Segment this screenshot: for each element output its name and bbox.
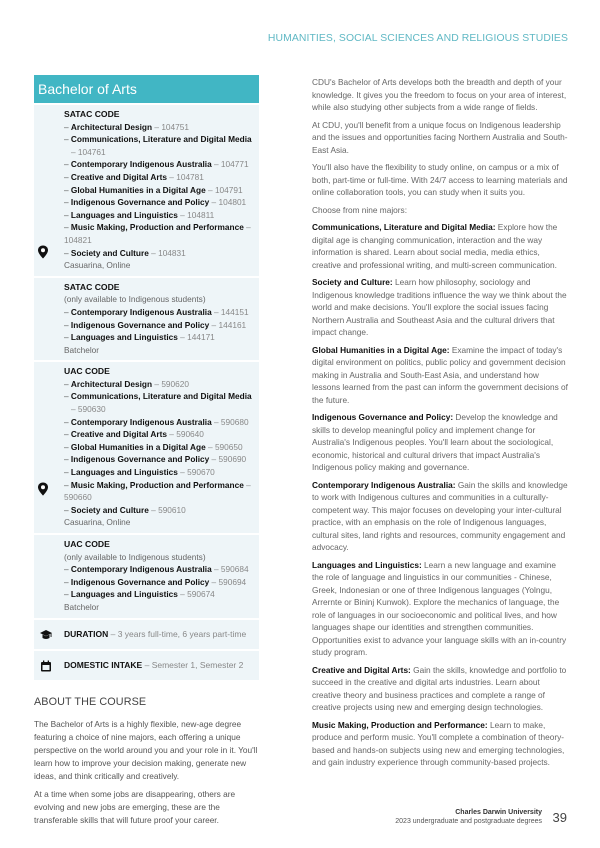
major-description: [312, 411, 568, 474]
major-code-item: – Global Humanities in a Digital Age – 590650: [64, 441, 243, 452]
major-code-item: – Contemporary Indigenous Australia – 590680: [64, 416, 249, 427]
major-code: 144161: [218, 319, 247, 330]
major-code-item: – Languages and Linguistics – 590670: [64, 467, 215, 478]
major-code: 590680: [220, 416, 249, 427]
major-code-item: – Music Making, Production and Performance – 590660: [64, 479, 251, 503]
major-code-item: – Indigenous Governance and Policy – 590694: [64, 576, 247, 587]
major-description: [312, 221, 568, 271]
description-column: [312, 76, 568, 774]
major-description: [312, 719, 568, 769]
map-pin-icon: [37, 245, 49, 259]
location-text: Casuarina, Online: [64, 517, 131, 528]
major-code: 590684: [220, 564, 249, 575]
major-name: Languages and Linguistics: [70, 467, 178, 478]
graduation-cap-icon: [40, 629, 52, 641]
code-heading: SATAC CODE: [64, 281, 120, 292]
code-block: [34, 276, 259, 361]
major-description: [312, 276, 568, 339]
major-text: Learn how philosophy, sociology and Indigenous knowledge traditions influence the way we think about the world and make decisions. You'll explore the social issues facing Northern Australia and Southeast Asia and the cultural drivers that impact change.: [312, 277, 567, 337]
course-panel: [34, 75, 259, 827]
section-heading: HUMANITIES, SOCIAL SCIENCES AND RELIGIOUS STUDIES: [267, 33, 568, 44]
major-text: Gain the skills, knowledge and portfolio to succeed in the creative and digital arts industries. Learn about creative theory and business practices and complete a range of creative projects using new and emerging design technologies.: [312, 664, 567, 712]
major-name: Society and Culture: [70, 504, 149, 515]
code-note: (only available to Indigenous students): [64, 551, 206, 562]
major-code: 104761: [77, 146, 106, 157]
major-title: Creative and Digital Arts:: [312, 664, 411, 675]
major-code-item: – Creative and Digital Arts – 104781: [64, 171, 204, 182]
footer-subtitle: 2023 undergraduate and postgraduate degrees: [395, 818, 542, 825]
major-code-item: – Languages and Linguistics – 590674: [64, 589, 215, 600]
major-description: [312, 664, 568, 714]
location-text: Batchelor: [64, 344, 100, 355]
major-title: Languages and Linguistics:: [312, 559, 422, 570]
major-code-item: – Global Humanities in a Digital Age – 104791: [64, 184, 243, 195]
major-title: Contemporary Indigenous Australia:: [312, 479, 456, 490]
major-code: 590610: [158, 504, 186, 515]
major-title: Global Humanities in a Digital Age:: [312, 344, 450, 355]
major-name: Society and Culture: [70, 247, 149, 258]
major-code-item: – Creative and Digital Arts – 590640: [64, 429, 204, 440]
major-text: Develop the knowledge and skills to develop meaningful policy and implement change for Australia's Indigenous peoples. You'll learn about the sociological, economic, historical and cultural drivers that impact Australia's Indigenous policy making and governance.: [312, 412, 558, 472]
major-code-item: – Contemporary Indigenous Australia – 144151: [64, 306, 249, 317]
major-description: [312, 479, 568, 554]
location-text: Batchelor: [64, 601, 100, 612]
about-heading: ABOUT THE COURSE: [34, 695, 147, 708]
major-name: Architectural Design: [70, 121, 153, 132]
calendar-icon: [40, 660, 52, 672]
major-code: 104791: [214, 184, 243, 195]
map-pin-icon: [37, 482, 49, 496]
major-code: 590674: [187, 589, 215, 600]
major-code: 104781: [176, 171, 204, 182]
footer: [395, 808, 542, 826]
code-note: (only available to Indigenous students): [64, 294, 206, 305]
major-name: Contemporary Indigenous Australia: [70, 159, 212, 170]
major-title: Society and Culture:: [312, 277, 393, 287]
major-code-item: – Communications, Literature and Digital Media – 590630: [64, 391, 252, 415]
major-code: 144151: [220, 306, 249, 317]
major-title: Music Making, Production and Performance:: [312, 719, 488, 730]
major-code-item: – Indigenous Governance and Policy – 590690: [64, 454, 247, 465]
majors-list: [312, 221, 568, 769]
intake-row: DOMESTIC INTAKE – Semester 1, Semester 2: [34, 649, 259, 680]
major-code: 590690: [218, 454, 247, 465]
major-name: Music Making, Production and Performance: [70, 222, 244, 233]
major-code: 104831: [158, 247, 186, 258]
location-text: Casuarina, Online: [64, 260, 131, 271]
duration-value: 3 years full-time, 6 years part-time: [117, 629, 247, 640]
major-name: Indigenous Governance and Policy: [70, 454, 210, 465]
major-code: 104801: [218, 197, 247, 208]
course-title: Bachelor of Arts: [34, 75, 259, 103]
major-name: Languages and Linguistics: [70, 589, 178, 600]
intake-value: Semester 1, Semester 2: [151, 660, 244, 671]
major-code: 590630: [77, 404, 106, 415]
major-text: Explore how the digital age is changing communication, interaction and the way information is shared. Learn about social media, media ethics, creative and professional writing, and multi-screen communication.: [312, 222, 558, 270]
major-code-item: – Communications, Literature and Digital Media – 104761: [64, 134, 252, 157]
major-name: Contemporary Indigenous Australia: [70, 306, 212, 317]
intro-paragraph: At CDU, you'll benefit from a unique focus on Indigenous leadership and the issues and opportunities facing Northern Australia and South-East Asia.: [312, 119, 568, 155]
major-name: Global Humanities in a Digital Age: [70, 184, 206, 195]
major-code: 104771: [220, 159, 249, 170]
intro-paragraph: CDU's Bachelor of Arts develops both the breadth and depth of your knowledge. It gives you the freedom to focus on your area of interest, while also studying other subjects from a wide range of fields.: [312, 77, 567, 112]
intake-label: DOMESTIC INTAKE: [64, 660, 143, 671]
code-heading: SATAC CODE: [64, 109, 120, 119]
major-name: Creative and Digital Arts: [70, 429, 167, 440]
major-name: Indigenous Governance and Policy: [70, 197, 210, 208]
major-name: Languages and Linguistics: [70, 209, 178, 220]
page-number: 39: [552, 810, 567, 825]
code-heading: UAC CODE: [64, 539, 110, 549]
major-code: 590694: [218, 576, 247, 587]
major-code-item: – Languages and Linguistics – 144171: [64, 332, 215, 343]
major-code-item: – Contemporary Indigenous Australia – 104771: [64, 159, 249, 170]
major-code-item: – Contemporary Indigenous Australia – 590684: [64, 564, 249, 575]
major-name: Communications, Literature and Digital Media: [70, 134, 252, 145]
footer-university: Charles Darwin University: [455, 809, 542, 816]
intro-paragraph: Choose from nine majors:: [312, 204, 407, 215]
code-block: [34, 360, 259, 533]
major-code-item: – Society and Culture – 590610: [64, 504, 186, 515]
about-paragraph: The Bachelor of Arts is a highly flexible, new-age degree featuring a choice of nine majors, each offering a unique perspective on the world around you and your role in it. You'll learn how to improve your decision making, generate new ideas, and think critically and creatively.: [34, 718, 258, 781]
major-code-item: – Architectural Design – 104751: [64, 121, 189, 132]
major-description: [312, 559, 568, 659]
major-code: 104821: [64, 234, 92, 245]
major-name: Contemporary Indigenous Australia: [70, 416, 212, 427]
major-name: Communications, Literature and Digital Media: [70, 391, 252, 402]
major-text: Learn a new language and examine the role of language and linguistics in our communities - Chinese, Greek, Indonesian or one of three Indigenous languages (Yolngu, Arrernte or Bininj Kunwok). Explore the mechanics of language, the role of languages in our socioeconomic and political lives, and how languages shape our identities and strengthen communities. Opportunities exist to advance your language skills with an in-country study program.: [312, 559, 567, 657]
major-name: Indigenous Governance and Policy: [70, 576, 210, 587]
major-code: 590620: [161, 378, 189, 389]
major-name: Languages and Linguistics: [70, 332, 178, 343]
code-heading: UAC CODE: [64, 366, 110, 377]
major-code-item: – Indigenous Governance and Policy – 104801: [64, 197, 247, 208]
intro-paragraph: You'll also have the flexibility to study online, on campus or a mix of both, part-time or full-time. With 24/7 access to learning materials and online collaboration tools, you can study when it suits you.: [312, 162, 568, 197]
major-code: 104811: [187, 209, 215, 220]
major-code: 590640: [176, 429, 204, 440]
major-code: 590650: [214, 441, 243, 452]
major-code-item: – Music Making, Production and Performance – 104821: [64, 222, 251, 245]
major-description: [312, 344, 568, 407]
duration-row: DURATION – 3 years full-time, 6 years part-time: [34, 618, 259, 649]
major-name: Indigenous Governance and Policy: [70, 319, 210, 330]
major-name: Architectural Design: [70, 378, 153, 389]
major-code-item: – Indigenous Governance and Policy – 144161: [64, 319, 247, 330]
major-code: 590660: [64, 492, 92, 503]
major-code-item: – Architectural Design – 590620: [64, 378, 189, 389]
major-name: Contemporary Indigenous Australia: [70, 564, 212, 575]
codes-panel: [34, 105, 259, 618]
about-section: [34, 696, 259, 828]
duration-label: DURATION: [64, 629, 109, 640]
major-title: Communications, Literature and Digital Media:: [312, 222, 496, 232]
code-block: [34, 105, 259, 276]
major-code-item: – Languages and Linguistics – 104811: [64, 209, 215, 220]
major-name: Global Humanities in a Digital Age: [70, 441, 206, 452]
major-title: Indigenous Governance and Policy:: [312, 412, 454, 422]
major-name: Creative and Digital Arts: [70, 171, 167, 182]
major-name: Music Making, Production and Performance: [70, 479, 244, 490]
code-block: [34, 533, 259, 618]
major-code: 590670: [187, 467, 215, 478]
major-text: Examine the impact of today's digital environment on politics, public policy and government decision making in Australia and South-East Asia, and understand how lessons learned from the past can inform the government decisions of the future.: [312, 344, 568, 405]
major-code: 104751: [161, 121, 189, 132]
major-code: 144171: [187, 332, 215, 343]
major-code-item: – Society and Culture – 104831: [64, 247, 186, 258]
about-paragraph: At a time when some jobs are disappearing, others are evolving and new jobs are emerging, these are the transferable skills that will future proof your career.: [34, 789, 236, 826]
major-text: Learn to make, produce and perform music. You'll complete a combination of theory-based and hands-on subjects using new and emerging technologies, and gain industry experience through community-based projects.: [312, 719, 565, 767]
major-text: Gain the skills and knowledge to work with Indigenous cultures and communities in a culturally-competent way. This major focuses on developing your inter-cultural practice, with an emphasis on the role of Indigenous languages, cultural sites, land rights and resources, community engagement and advocacy.: [312, 479, 568, 552]
